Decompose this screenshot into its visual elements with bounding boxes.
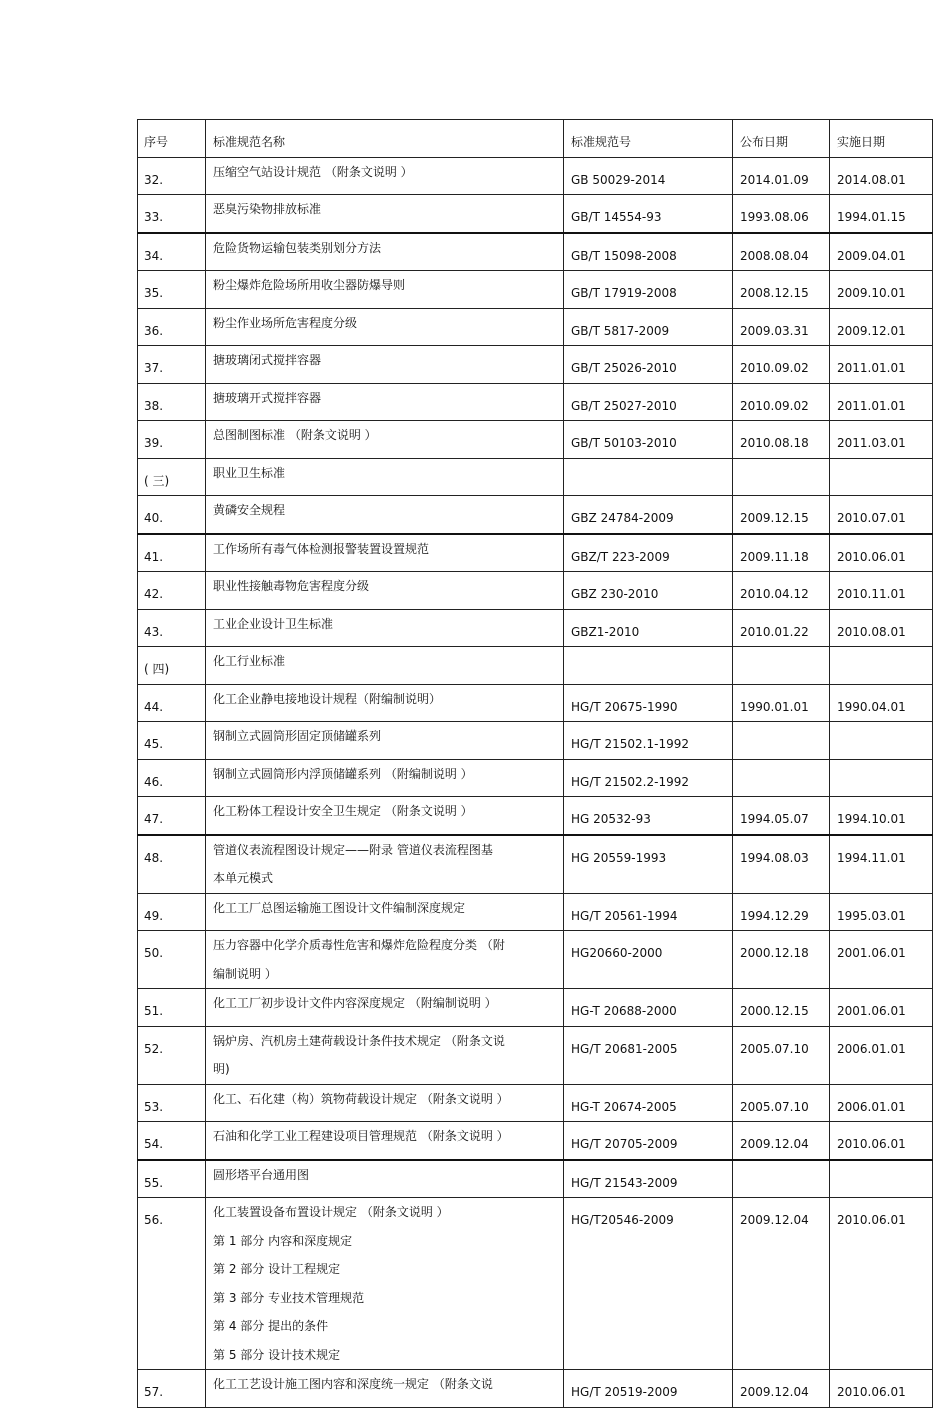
implement-date: 2010.06.01 [830,1198,933,1370]
row-number: 36. [138,308,206,346]
standard-code: HG 20532-93 [564,797,733,835]
table-row [138,383,933,421]
standard-code: GB/T 25026-2010 [564,346,733,384]
standard-name [206,308,564,346]
publish-date: 2000.12.18 [733,931,830,989]
row-number: 38. [138,383,206,421]
standard-name-line: 圆形塔平台通用图 [213,1167,310,1182]
table-row [138,684,933,722]
table-row [138,157,933,195]
standard-code: GB 50029-2014 [564,157,733,195]
row-number: 35. [138,271,206,309]
standard-name [206,1370,564,1408]
standard-code [564,647,733,685]
table-row [138,1084,933,1122]
standard-name [206,383,564,421]
implement-date: 2011.01.01 [830,383,933,421]
publish-date: 2010.08.18 [733,421,830,459]
implement-date: 2009.04.01 [830,233,933,271]
publish-date: 2008.08.04 [733,233,830,271]
implement-date: 2010.08.01 [830,609,933,647]
row-number: 50. [138,931,206,989]
implement-date: 2006.01.01 [830,1084,933,1122]
standard-name [206,1198,564,1370]
standard-name [206,271,564,309]
standard-name-line: 工业企业设计卫生标准 [213,616,334,631]
standard-name-line: 石油和化学工业工程建设项目管理规范 （附条文说明 ） [213,1129,509,1143]
header-cell-no: 序号 [138,120,206,158]
row-number: 46. [138,759,206,797]
standard-code: HG/T 20561-1994 [564,893,733,931]
table-row [138,195,933,233]
implement-date: 2011.01.01 [830,346,933,384]
table-row [138,233,933,271]
publish-date: 2005.07.10 [733,1084,830,1122]
implement-date: 2010.06.01 [830,534,933,572]
standard-name [206,1084,564,1122]
standard-name [206,534,564,572]
publish-date: 2005.07.10 [733,1026,830,1084]
table-row [138,346,933,384]
row-number: 49. [138,893,206,931]
standard-code: GBZ 230-2010 [564,572,733,610]
standard-name-line: 总图制图标准 （附条文说明 ） [213,428,377,442]
publish-date: 2010.09.02 [733,383,830,421]
implement-date: 2010.07.01 [830,496,933,534]
implement-date: 2011.03.01 [830,421,933,459]
standard-name-line: 职业性接触毒物危害程度分级 [213,579,370,593]
standard-code: GB/T 15098-2008 [564,233,733,271]
standard-name-line: 明) [213,1062,230,1076]
header-row [138,120,933,158]
standard-name-line: 本单元模式 [213,871,274,885]
standard-code: GBZ/T 223-2009 [564,534,733,572]
publish-date: 2000.12.15 [733,989,830,1027]
standard-name-line: 钢制立式圆筒形固定顶储罐系列 [213,729,382,743]
standard-name-line: 化工工艺设计施工图内容和深度统一规定 （附条文说 [213,1377,493,1391]
table-row [138,797,933,835]
header-cell-impl-date: 实施日期 [830,120,933,158]
row-number: 43. [138,609,206,647]
publish-date: 2009.12.04 [733,1370,830,1408]
implement-date: 1994.10.01 [830,797,933,835]
standard-name-line: 编制说明 ） [213,966,277,981]
standard-code: GB/T 25027-2010 [564,383,733,421]
standard-name [206,835,564,894]
standards-table [137,119,933,1408]
standard-name [206,647,564,685]
row-number: 44. [138,684,206,722]
publish-date: 2010.04.12 [733,572,830,610]
standard-name-line: 危险货物运输包装类别划分方法 [213,240,382,255]
standard-code: HG/T 21502.1-1992 [564,722,733,760]
standard-name-line: 第 2 部分 设计工程规定 [213,1262,341,1276]
standard-name-line: 搪玻璃开式搅拌容器 [213,390,322,405]
row-number: ( 三) [138,458,206,496]
row-number: 56. [138,1198,206,1370]
standard-name-line: 恶臭污染物排放标准 [213,202,322,216]
standard-name [206,195,564,233]
header-cell-pub-date: 公布日期 [733,120,830,158]
implement-date [830,1160,933,1198]
standard-name [206,722,564,760]
standard-code: GB/T 5817-2009 [564,308,733,346]
header-cell-code: 标准规范号 [564,120,733,158]
row-number: 34. [138,233,206,271]
table-row [138,835,933,894]
standard-code: GBZ 24784-2009 [564,496,733,534]
standard-name-line: 化工工厂总图运输施工图设计文件编制深度规定 [213,900,466,915]
table-row [138,1198,933,1370]
standard-code: GBZ1-2010 [564,609,733,647]
table-row [138,458,933,496]
standard-name [206,233,564,271]
standard-name-line: 粉尘爆炸危险场所用收尘器防爆导则 [213,278,406,292]
publish-date: 1994.12.29 [733,893,830,931]
standard-name [206,157,564,195]
standard-name-line: 第 3 部分 专业技术管理规范 [213,1290,365,1305]
standard-name-line: 锅炉房、汽机房土建荷载设计条件技术规定 （附条文说 [213,1033,505,1048]
table-row [138,759,933,797]
row-number: 54. [138,1122,206,1160]
publish-date [733,647,830,685]
standard-name [206,759,564,797]
row-number: 51. [138,989,206,1027]
table-row [138,1370,933,1408]
standard-name-line: 钢制立式圆筒形内浮顶储罐系列 （附编制说明 ） [213,766,473,781]
standard-name-line: 化工企业静电接地设计规程（附编制说明） [213,691,442,706]
standard-name [206,496,564,534]
standard-name-line: 黄磷安全规程 [213,503,286,517]
standard-name-line: 压力容器中化学介质毒性危害和爆炸危险程度分类 （附 [213,938,505,952]
publish-date: 1993.08.06 [733,195,830,233]
standard-name-line: 化工工厂初步设计文件内容深度规定 （附编制说明 ） [213,996,497,1010]
table-row [138,647,933,685]
row-number: 52. [138,1026,206,1084]
publish-date: 2009.12.04 [733,1198,830,1370]
publish-date: 2010.01.22 [733,609,830,647]
publish-date: 2008.12.15 [733,271,830,309]
standard-name [206,572,564,610]
implement-date: 2001.06.01 [830,989,933,1027]
row-number: 48. [138,835,206,894]
implement-date: 2009.12.01 [830,308,933,346]
standard-name [206,609,564,647]
implement-date: 1994.11.01 [830,835,933,894]
implement-date [830,759,933,797]
implement-date [830,458,933,496]
implement-date [830,722,933,760]
standard-name-line: 第 1 部分 内容和深度规定 [213,1233,353,1248]
standard-name-line: 管道仪表流程图设计规定——附录 管道仪表流程图基 [213,842,493,857]
standard-name-line: 第 4 部分 提出的条件 [213,1319,329,1333]
standard-name-line: 粉尘作业场所危害程度分级 [213,315,358,330]
table-row [138,534,933,572]
table-row [138,609,933,647]
row-number: 42. [138,572,206,610]
standard-name [206,1122,564,1160]
standard-name [206,893,564,931]
implement-date: 2009.10.01 [830,271,933,309]
publish-date: 1994.08.03 [733,835,830,894]
standard-name-line: 工作场所有毒气体检测报警装置设置规范 [213,541,430,556]
publish-date: 2009.11.18 [733,534,830,572]
standard-name [206,797,564,835]
header-cell-name: 标准规范名称 [206,120,564,158]
standard-code: HG-T 20688-2000 [564,989,733,1027]
standard-name [206,346,564,384]
row-number: 39. [138,421,206,459]
standard-code: HG/T 21543-2009 [564,1160,733,1198]
publish-date [733,722,830,760]
standard-code: HG/T20546-2009 [564,1198,733,1370]
standard-name-line: 化工装置设备布置设计规定 （附条文说明 ） [213,1205,449,1219]
standard-code: HG/T 21502.2-1992 [564,759,733,797]
publish-date: 2014.01.09 [733,157,830,195]
implement-date: 1995.03.01 [830,893,933,931]
row-number: 55. [138,1160,206,1198]
standard-code: GB/T 50103-2010 [564,421,733,459]
implement-date: 1994.01.15 [830,195,933,233]
row-number: 32. [138,157,206,195]
implement-date: 2010.06.01 [830,1122,933,1160]
table-row [138,496,933,534]
implement-date: 2001.06.01 [830,931,933,989]
row-number: ( 四) [138,647,206,685]
implement-date: 2014.08.01 [830,157,933,195]
publish-date [733,759,830,797]
standard-code: HG20660-2000 [564,931,733,989]
table-row [138,722,933,760]
standard-name [206,684,564,722]
publish-date: 2009.12.04 [733,1122,830,1160]
standard-code [564,458,733,496]
row-number: 33. [138,195,206,233]
publish-date: 2009.12.15 [733,496,830,534]
implement-date: 1990.04.01 [830,684,933,722]
standard-code: HG/T 20681-2005 [564,1026,733,1084]
standard-name-line: 第 5 部分 设计技术规定 [213,1347,341,1362]
row-number: 45. [138,722,206,760]
table-row [138,931,933,989]
standard-name-line: 压缩空气站设计规范 （附条文说明 ） [213,164,413,179]
standard-name-line: 化工、石化建（构）筑物荷载设计规定 （附条文说明 ） [213,1091,509,1106]
standard-name-line: 搪玻璃闭式搅拌容器 [213,353,322,367]
standard-name [206,458,564,496]
row-number: 47. [138,797,206,835]
row-number: 37. [138,346,206,384]
standard-code: HG/T 20675-1990 [564,684,733,722]
publish-date [733,458,830,496]
standard-name-line: 职业卫生标准 [213,465,286,480]
implement-date: 2010.06.01 [830,1370,933,1408]
row-number: 57. [138,1370,206,1408]
standard-code: HG/T 20705-2009 [564,1122,733,1160]
standard-code: HG-T 20674-2005 [564,1084,733,1122]
publish-date: 1990.01.01 [733,684,830,722]
standard-code: GB/T 17919-2008 [564,271,733,309]
row-number: 41. [138,534,206,572]
standard-code: HG 20559-1993 [564,835,733,894]
table-row [138,421,933,459]
table-body [138,157,933,1407]
standard-name [206,989,564,1027]
publish-date: 2009.03.31 [733,308,830,346]
row-number: 40. [138,496,206,534]
standard-name [206,1160,564,1198]
standard-name-line: 化工行业标准 [213,654,286,668]
table-row [138,308,933,346]
standard-code: HG/T 20519-2009 [564,1370,733,1408]
standard-name [206,421,564,459]
implement-date: 2006.01.01 [830,1026,933,1084]
standard-code: GB/T 14554-93 [564,195,733,233]
table-row [138,572,933,610]
table-row [138,1026,933,1084]
publish-date: 1994.05.07 [733,797,830,835]
table-row [138,893,933,931]
table-row [138,271,933,309]
standard-name-line: 化工粉体工程设计安全卫生规定 （附条文说明 ） [213,804,473,818]
table-row [138,1122,933,1160]
publish-date [733,1160,830,1198]
implement-date [830,647,933,685]
publish-date: 2010.09.02 [733,346,830,384]
standard-name [206,1026,564,1084]
table-row [138,1160,933,1198]
implement-date: 2010.11.01 [830,572,933,610]
standard-name [206,931,564,989]
table-row [138,989,933,1027]
row-number: 53. [138,1084,206,1122]
